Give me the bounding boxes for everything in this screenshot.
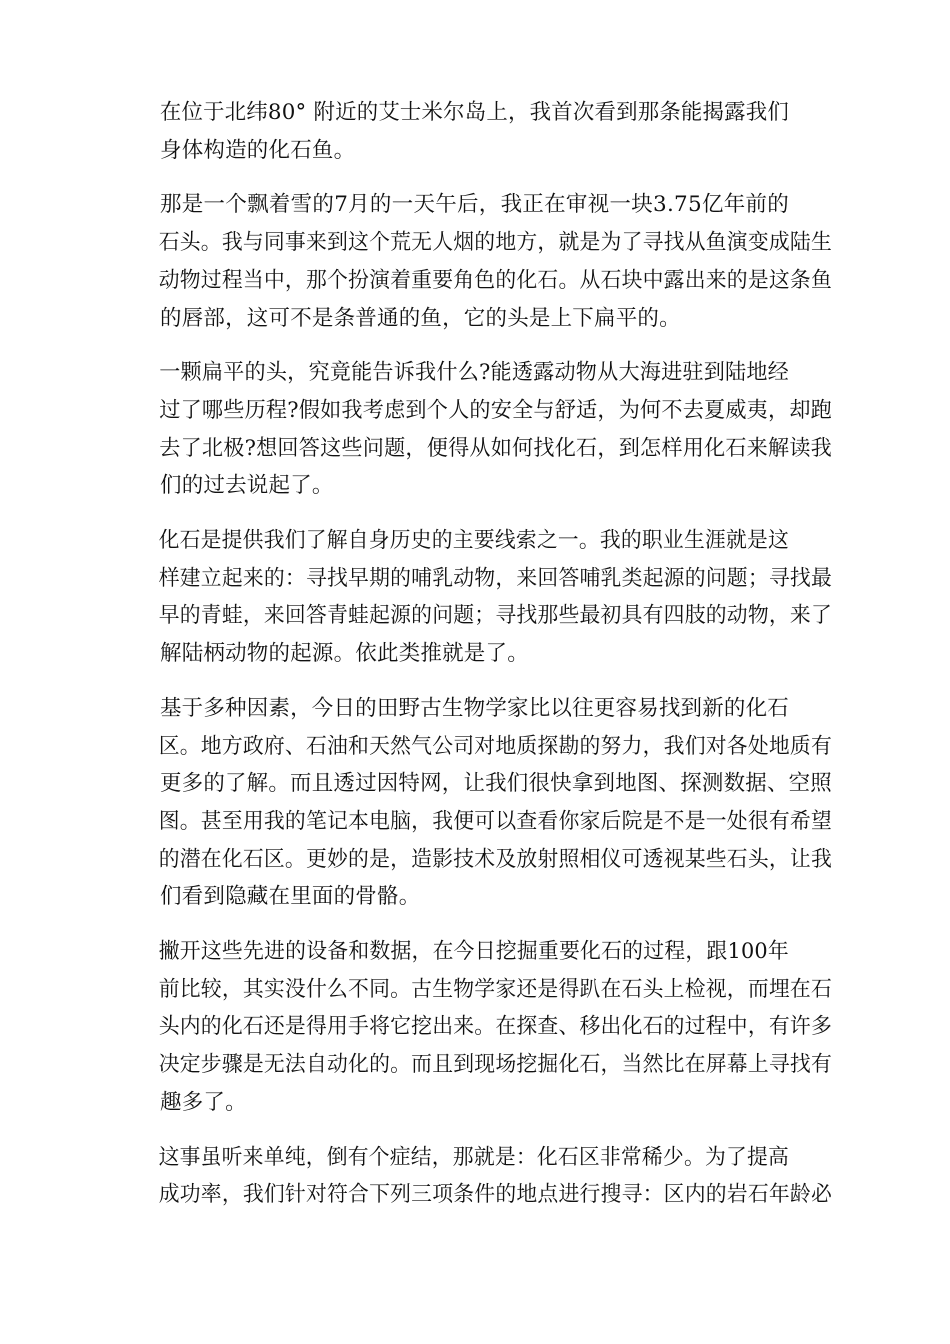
text-line: 们的过去说起了。 — [160, 473, 334, 499]
text-line: 样建立起来的：寻找早期的哺乳动物，来回答哺乳类起源的问题；寻找最 — [158, 565, 832, 591]
paragraph — [117, 522, 832, 673]
text-line: 更多的了解。而且透过因特网，让我们很快拿到地图、探测数据、空照 — [159, 771, 833, 797]
text-line: 解陆柄动物的起源。依此类推就是了。 — [160, 641, 529, 667]
text-line: 早的青蛙，来回答青蛙起源的问题；寻找那些最初具有四肢的动物，来了 — [158, 603, 832, 629]
paragraph — [117, 1139, 832, 1214]
text-line: 动物过程当中，那个扮演着重要角色的化石。从石块中露出来的是这条鱼 — [158, 267, 832, 293]
text-line: 一颗扁平的头，究竟能告诉我什么?能透露动物从大海进驻到陆地经 — [159, 360, 789, 386]
paragraph — [117, 933, 832, 1122]
text-line: 的唇部，这可不是条普通的鱼，它的头是上下扁平的。 — [160, 305, 681, 331]
text-line: 那是一个飘着雪的7月的一天午后，我正在审视一块3.75亿年前的 — [160, 192, 790, 218]
text-line: 们看到隐藏在里面的骨骼。 — [160, 884, 421, 910]
text-line: 这事虽听来单纯，倒有个症结，那就是：化石区非常稀少。为了提高 — [158, 1144, 790, 1170]
text-line: 撇开这些先进的设备和数据，在今日挖掘重要化石的过程，跟100年 — [158, 939, 789, 965]
paragraph — [117, 354, 832, 505]
text-line: 决定步骤是无法自动化的。而且到现场挖掘化石，当然比在屏幕上寻找有 — [158, 1052, 832, 1078]
text-line: 在位于北纬80° 附近的艾士米尔岛上，我首次看到那条能揭露我们 — [159, 100, 790, 125]
text-line: 的潜在化石区。更妙的是，造影技术及放射照相仪可透视某些石头，让我 — [158, 846, 832, 872]
text-line: 基于多种因素，今日的田野古生物学家比以往更容易找到新的化石 — [159, 695, 789, 721]
text-line: 去了北极?想回答这些问题，便得从如何找化石，到怎样用化石来解读我 — [159, 435, 832, 461]
text-line: 区。地方政府、石油和天然气公司对地质探勘的努力，我们对各处地质有 — [158, 733, 832, 759]
paragraph — [117, 186, 832, 337]
text-line: 图。甚至用我的笔记本电脑，我便可以查看你家后院是不是一处很有希望 — [158, 808, 832, 834]
text-line: 前比较，其实没什么不同。古生物学家还是得趴在石头上检视，而埋在石 — [158, 976, 832, 1002]
text-line: 趣多了。 — [160, 1089, 247, 1115]
text-line: 身体构造的化石鱼。 — [160, 137, 356, 163]
text-line: 头内的化石还是得用手将它挖出来。在探查、移出化石的过程中，有许多 — [158, 1014, 832, 1040]
text-line: 石头。我与同事来到这个荒无人烟的地方，就是为了寻找从鱼演变成陆生 — [158, 230, 832, 256]
text-line: 化石是提供我们了解自身历史的主要线索之一。我的职业生涯就是这 — [158, 528, 790, 554]
text-line: 过了哪些历程?假如我考虑到个人的安全与舒适，为何不去夏威夷，却跑 — [159, 397, 832, 423]
paragraph — [117, 94, 832, 169]
document-body — [117, 94, 832, 1231]
paragraph — [117, 690, 832, 916]
text-line: 成功率，我们针对符合下列三项条件的地点进行搜寻：区内的岩石年龄必 — [158, 1182, 832, 1208]
